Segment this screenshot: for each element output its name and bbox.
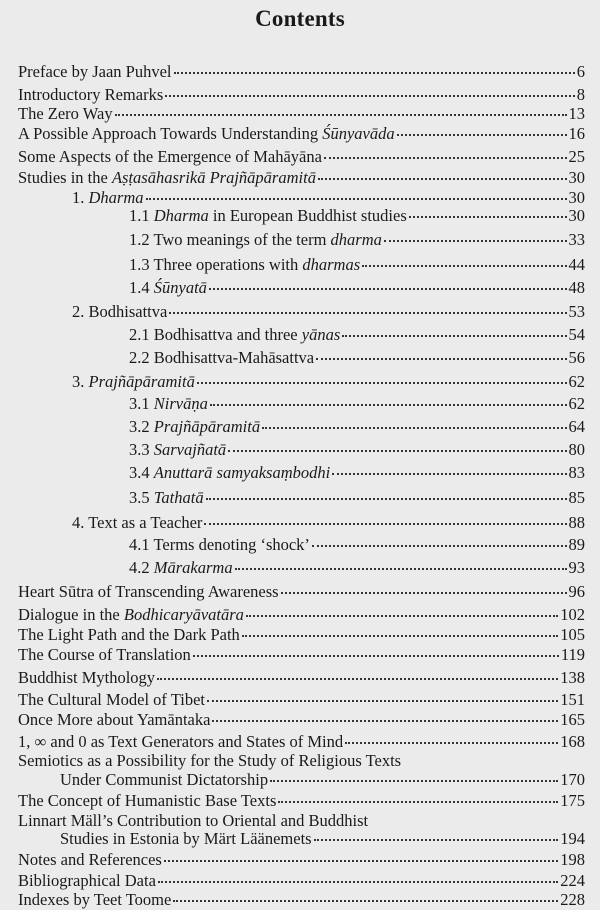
toc-entry	[129, 535, 585, 555]
dot-leader	[146, 198, 567, 200]
toc-entry-title-part: yānas	[301, 325, 341, 344]
toc-entry-title-part: Bibliographical Data	[18, 871, 156, 890]
dot-leader	[312, 545, 567, 547]
dot-leader	[193, 655, 559, 657]
toc-entry-title	[72, 188, 144, 208]
toc-entry-title-part: The Cultural Model of Tibet	[18, 690, 205, 709]
toc-entry-title-part: 2. Bodhisattva	[72, 302, 168, 321]
toc-entry-page: 170	[560, 770, 585, 789]
toc-entry-title-part: Preface by Jaan Puhvel	[18, 62, 172, 81]
toc-entry-page: 119	[560, 645, 585, 664]
toc-entry-title-part: 1.3 Three operations with	[129, 255, 303, 274]
toc-entry-title	[18, 850, 162, 870]
toc-entry	[18, 690, 585, 710]
toc-entry-title-part: 2.2 Bodhisattva-Mahāsattva	[129, 348, 315, 367]
toc-entry-title	[129, 440, 226, 460]
toc-entry-page: 25	[568, 147, 585, 166]
dot-leader	[278, 801, 558, 803]
toc-entry-title	[129, 230, 382, 250]
toc-entry-title	[72, 372, 195, 392]
toc-entry-title	[18, 168, 316, 188]
dot-leader	[212, 720, 558, 722]
toc-entry-title-part: 2.1 Bodhisattva and three	[129, 325, 302, 344]
toc-entry-page: 198	[560, 850, 585, 869]
toc-entry-title-part: Buddhist Mythology	[18, 668, 156, 687]
toc-entry-title-part: Dharma	[153, 206, 209, 225]
toc-entry-title	[129, 488, 204, 508]
toc-entry-page: 102	[560, 605, 585, 624]
toc-entry-page: 30	[568, 168, 585, 187]
toc-entry	[72, 302, 585, 322]
dot-leader	[332, 473, 566, 475]
toc-entry-title-part: Aṣṭasāhasrikā Prajñāpāramitā	[111, 168, 316, 187]
toc-entry-title-part: Śūnyavāda	[322, 124, 395, 143]
toc-entry-title-part: 4.2	[129, 558, 154, 577]
toc-entry-title-part: in European Buddhist studies	[208, 206, 407, 225]
toc-entry-page: 175	[560, 791, 585, 810]
toc-entry-title	[18, 85, 163, 105]
toc-entry-title-part: dharmas	[302, 255, 361, 274]
toc-entry	[60, 829, 585, 849]
page-title: Contents	[255, 6, 345, 31]
dot-leader	[384, 240, 567, 242]
dot-leader	[262, 427, 566, 429]
toc-entry-title-part: Sarvajñatā	[153, 440, 227, 459]
toc-entry-title-part: Prajñāpāramitā	[88, 372, 195, 391]
toc-entry	[18, 871, 585, 891]
toc-entry	[129, 417, 585, 437]
toc-entry-title	[72, 513, 202, 533]
toc-entry-title-part: Anuttarā samyaksaṃbodhi	[153, 463, 331, 482]
toc-entry-page: 48	[568, 278, 585, 297]
toc-entry-page: 30	[568, 206, 585, 225]
toc-entry	[18, 850, 585, 870]
dot-leader	[281, 592, 567, 594]
toc-entry-title-part: 3.	[72, 372, 89, 391]
toc-entry-page: 30	[568, 188, 585, 207]
toc-entry-title-part: A Possible Approach Towards Understanding	[18, 124, 323, 143]
toc-entry	[18, 168, 585, 188]
toc-entry-title-part: The Light Path and the Dark Path	[18, 625, 240, 644]
toc-entry-title	[18, 710, 210, 730]
toc-entry-title-part: Tathatā	[153, 488, 204, 507]
toc-entry-page: 83	[568, 463, 585, 482]
toc-entry-title-part: Bodhicaryāvatāra	[123, 605, 244, 624]
dot-leader	[173, 900, 558, 902]
toc-entry-title-part: Nirvāṇa	[153, 394, 208, 413]
dot-leader	[318, 178, 567, 180]
toc-entry	[72, 513, 585, 533]
toc-entry	[18, 890, 585, 910]
toc-entry-title	[129, 463, 330, 483]
toc-entry	[18, 147, 585, 167]
toc-entry	[18, 104, 585, 124]
toc-entry-title-part: The Zero Way	[18, 104, 113, 123]
toc-entry	[18, 625, 585, 645]
toc-entry-title	[60, 829, 312, 849]
toc-entry	[18, 582, 585, 602]
toc-entry	[18, 811, 585, 831]
toc-entry-title-part: Śūnyatā	[153, 278, 207, 297]
dot-leader	[409, 216, 567, 218]
toc-entry-title-part: Studies in the	[18, 168, 112, 187]
toc-entry-title	[18, 871, 156, 891]
toc-entry-page: 93	[568, 558, 585, 577]
dot-leader	[165, 95, 574, 97]
toc-entry-title	[129, 558, 233, 578]
toc-entry-page: 224	[560, 871, 585, 890]
toc-entry	[60, 770, 585, 790]
toc-entry	[18, 124, 585, 144]
toc-entry-title	[129, 535, 310, 555]
toc-entry-title	[18, 732, 343, 752]
dot-leader	[242, 635, 558, 637]
toc-entry-title	[18, 104, 113, 124]
dot-leader	[314, 839, 559, 841]
toc-entry-page: 96	[568, 582, 585, 601]
toc-entry	[129, 440, 585, 460]
toc-entry-page: 8	[576, 85, 585, 104]
toc-entry-page: 228	[560, 890, 585, 909]
toc-entry-title	[129, 278, 207, 298]
dot-leader	[210, 404, 567, 406]
toc-entry-title-part: 3.5	[129, 488, 154, 507]
toc-entry-title-part: Prajñāpāramitā	[153, 417, 261, 436]
toc-entry	[18, 605, 585, 625]
toc-entry	[18, 710, 585, 730]
toc-entry-title-part: Heart Sūtra of Transcending Awareness	[18, 582, 279, 601]
toc-entry	[18, 85, 585, 105]
toc-entry-title	[18, 582, 279, 602]
toc-entry-title	[129, 325, 340, 345]
toc-entry	[18, 791, 585, 811]
toc-entry-title-part: Linnart Mäll’s Contribution to Oriental and Buddhist	[18, 811, 369, 830]
dot-leader	[207, 700, 558, 702]
toc-entry-page: 33	[568, 230, 585, 249]
toc-entry	[129, 558, 585, 578]
toc-entry-page: 44	[568, 255, 585, 274]
toc-entry-title	[18, 147, 322, 167]
toc-entry-title	[18, 811, 368, 831]
toc-entry	[129, 230, 585, 250]
toc-entry-title-part: 3.4	[129, 463, 154, 482]
dot-leader	[342, 335, 566, 337]
toc-entry-title-part: 3.3	[129, 440, 154, 459]
toc-entry-title-part: Some Aspects of the Emergence of Mahāyāna	[18, 147, 322, 166]
dot-leader	[235, 568, 567, 570]
toc-entry-page: 85	[568, 488, 585, 507]
toc-entry-title	[129, 417, 260, 437]
dot-leader	[204, 523, 566, 525]
toc-entry	[129, 255, 585, 275]
toc-entry-title-part: 1.2 Two meanings of the term	[129, 230, 331, 249]
toc-entry	[129, 463, 585, 483]
toc-entry-page: 54	[568, 325, 585, 344]
dot-leader	[157, 678, 558, 680]
toc-entry-title	[129, 348, 314, 368]
toc-entry-title	[129, 206, 407, 226]
dot-leader	[169, 312, 566, 314]
toc-entry-title	[18, 625, 240, 645]
toc-entry	[129, 325, 585, 345]
toc-entry-title	[60, 770, 268, 790]
toc-entry-title-part: 1.4	[129, 278, 154, 297]
dot-leader	[270, 780, 558, 782]
dot-leader	[115, 114, 567, 116]
dot-leader	[345, 742, 558, 744]
toc-entry-title-part: 3.1	[129, 394, 154, 413]
dot-leader	[362, 265, 566, 267]
toc-entry-title-part: Indexes by Teet Toome	[18, 890, 172, 909]
toc-entry-title	[18, 62, 172, 82]
toc-entry-page: 151	[560, 690, 585, 709]
toc-entry	[18, 645, 585, 665]
toc-entry	[129, 348, 585, 368]
toc-entry	[72, 188, 585, 208]
toc-entry	[129, 394, 585, 414]
toc-entry-title-part: 4.1 Terms denoting ‘shock’	[129, 535, 310, 554]
dot-leader	[228, 450, 566, 452]
dot-leader	[324, 157, 567, 159]
toc-entry-title	[18, 791, 276, 811]
toc-entry-title-part: 1, ∞ and 0 as Text Generators and States of Mind	[18, 732, 344, 751]
dot-leader	[209, 288, 567, 290]
toc-entry-page: 138	[560, 668, 585, 687]
toc-entry-title-part: dharma	[330, 230, 382, 249]
toc-entry-title-part: 3.2	[129, 417, 154, 436]
toc-entry-title-part: Studies in Estonia by Märt Läänemets	[60, 829, 312, 848]
toc-entry-title-part: The Concept of Humanistic Base Texts	[18, 791, 277, 810]
toc-entry-page: 16	[568, 124, 585, 143]
toc-entry-page: 194	[560, 829, 585, 848]
dot-leader	[316, 358, 566, 360]
toc-entry-title-part: Mārakarma	[153, 558, 233, 577]
toc-entry-title	[129, 255, 360, 275]
toc-entry-page: 13	[568, 104, 585, 123]
toc-entry-title-part: Dharma	[88, 188, 144, 207]
dot-leader	[206, 498, 567, 500]
toc-entry-title-part: 1.	[72, 188, 89, 207]
toc-entry-title-part: Once More about Yamāntaka	[18, 710, 211, 729]
toc-entry-title-part: Under Communist Dictatorship	[60, 770, 269, 789]
toc-entry-page: 62	[568, 372, 585, 391]
toc-entry-page: 165	[560, 710, 585, 729]
toc-entry	[129, 278, 585, 298]
toc-entry-title-part: Semiotics as a Possibility for the Study of Religious Texts	[18, 751, 402, 770]
toc-entry-page: 64	[568, 417, 585, 436]
toc-entry-page: 89	[568, 535, 585, 554]
dot-leader	[397, 134, 567, 136]
toc-entry-title	[129, 394, 208, 414]
toc-entry-title-part: The Course of Translation	[18, 645, 191, 664]
toc-entry-title	[18, 890, 171, 910]
toc-entry-page: 53	[568, 302, 585, 321]
toc-entry	[129, 488, 585, 508]
toc-entry-title	[18, 124, 395, 144]
toc-entry	[72, 372, 585, 392]
toc-entry	[18, 62, 585, 82]
toc-entry-title	[18, 690, 205, 710]
toc-entry-title	[72, 302, 167, 322]
dot-leader	[197, 382, 567, 384]
toc-entry-page: 105	[560, 625, 585, 644]
toc-entry-page: 88	[568, 513, 585, 532]
toc-entry-page: 6	[576, 62, 585, 81]
toc-entry-page: 80	[568, 440, 585, 459]
toc-entry	[18, 751, 585, 771]
toc-entry	[18, 732, 585, 752]
toc-entry-title	[18, 645, 191, 665]
toc-entry-title	[18, 751, 401, 771]
toc-entry-title-part: Introductory Remarks	[18, 85, 164, 104]
toc-entry	[18, 668, 585, 688]
toc-entry-title-part: Dialogue in the	[18, 605, 124, 624]
dot-leader	[174, 72, 575, 74]
dot-leader	[158, 881, 558, 883]
dot-leader	[246, 615, 558, 617]
toc-entry-page: 168	[560, 732, 585, 751]
toc-entry-title	[18, 605, 244, 625]
toc-entry-page: 62	[568, 394, 585, 413]
toc-entry-title-part: 4. Text as a Teacher	[72, 513, 203, 532]
toc-entry	[129, 206, 585, 226]
toc-entry-title-part: 1.1	[129, 206, 154, 225]
toc-entry-page: 56	[568, 348, 585, 367]
dot-leader	[164, 860, 558, 862]
toc-entry-title	[18, 668, 155, 688]
toc-entry-title-part: Notes and References	[18, 850, 162, 869]
